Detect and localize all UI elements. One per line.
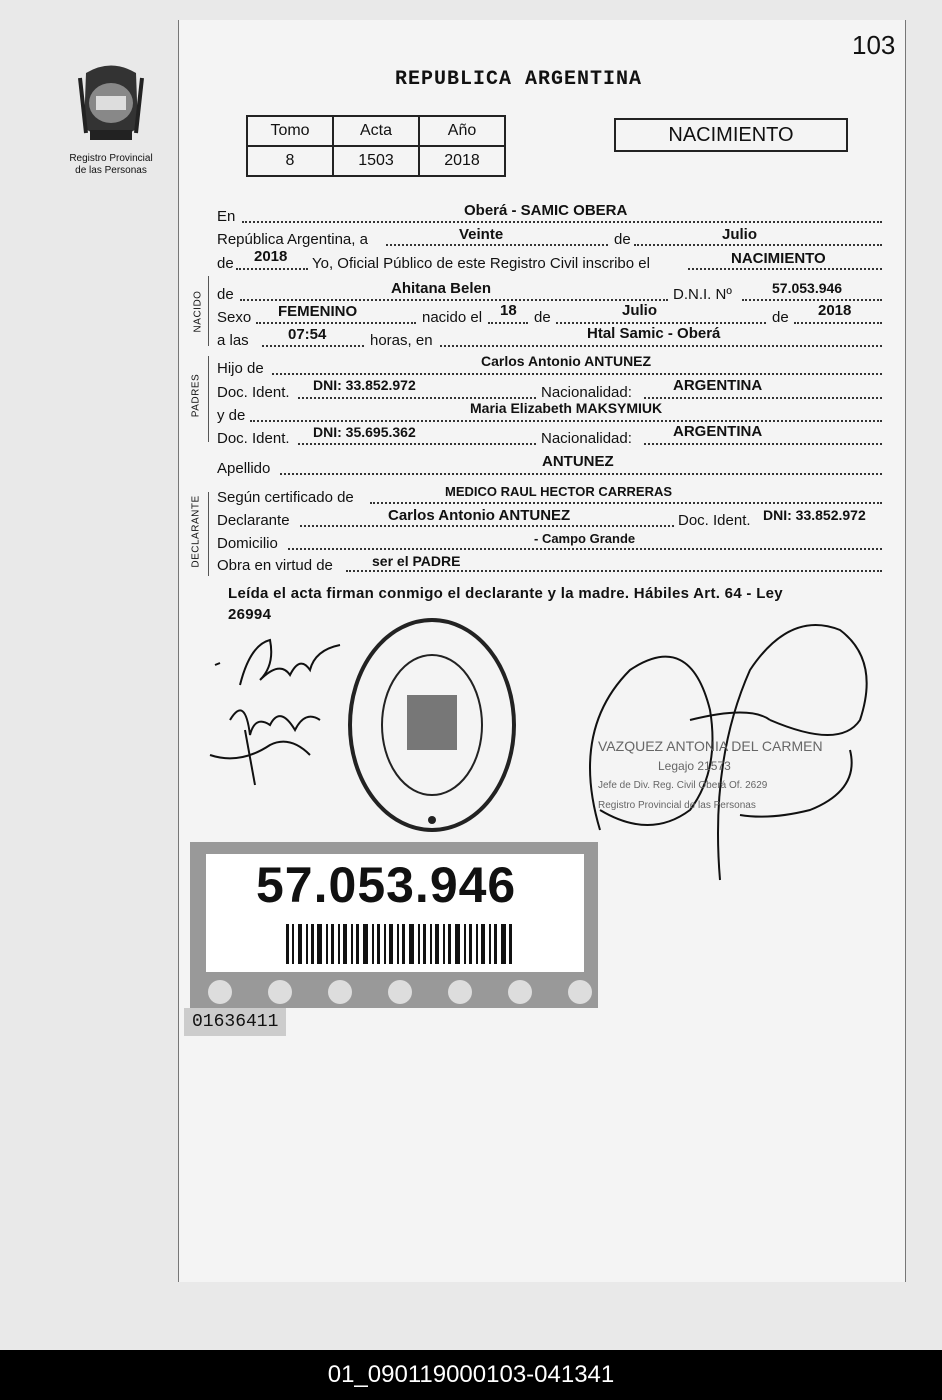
serial-number: 01636411 — [184, 1008, 286, 1036]
dotted-line — [298, 397, 536, 399]
domicilio-value: - Campo Grande — [534, 531, 636, 546]
birth-time: 07:54 — [288, 326, 327, 343]
dotted-line — [346, 570, 882, 572]
logo-caption-2: de las Personas — [75, 165, 147, 176]
inscribo-value: NACIMIENTO — [731, 250, 826, 267]
alas-label: a las — [217, 332, 249, 349]
registry-header-acta: Acta — [333, 116, 419, 146]
dotted-line — [794, 322, 882, 324]
dotted-line — [742, 299, 882, 301]
sexo-label: Sexo — [217, 309, 252, 326]
footer-id-bar — [0, 1350, 942, 1400]
nacionalidad-label: Nacionalidad: — [541, 384, 632, 401]
year-value: 2018 — [254, 248, 288, 265]
padres-section-label: PADRES — [190, 373, 202, 418]
dotted-line — [440, 345, 882, 347]
declarante-doc: DNI: 33.852.972 — [763, 507, 866, 523]
nacido-section-label: NACIDO — [192, 290, 204, 333]
section-bar — [208, 356, 209, 442]
section-bar — [208, 276, 209, 346]
declarante-section-label: DECLARANTE — [190, 495, 202, 568]
dotted-line — [272, 373, 882, 375]
official-stamp-registry: Registro Provincial de las Personas — [598, 800, 756, 811]
dotted-line — [262, 345, 364, 347]
dotted-line — [242, 221, 882, 223]
official-stamp — [598, 736, 823, 816]
nacido-el-label: nacido el — [422, 309, 483, 326]
nacionalidad-label: Nacionalidad: — [541, 430, 632, 447]
birth-day: 18 — [500, 302, 517, 319]
closing-note-line2: 26994 — [228, 606, 272, 623]
dotted-line — [644, 397, 882, 399]
delegation-seal-icon — [345, 615, 520, 835]
certificado-value: MEDICO RAUL HECTOR CARRERAS — [445, 484, 673, 499]
dotted-line — [298, 443, 536, 445]
section-bar — [208, 492, 209, 576]
logo-caption-1: Registro Provincial — [69, 153, 153, 164]
declarante-label: Declarante — [217, 512, 290, 529]
dotted-line — [236, 268, 308, 270]
coat-of-arms-icon — [66, 58, 156, 148]
hijo-de-label: Hijo de — [217, 360, 264, 377]
dotted-line — [256, 322, 416, 324]
registry-table — [246, 115, 506, 177]
en-value: Oberá - SAMIC OBERA — [464, 202, 628, 219]
birth-year: 2018 — [818, 302, 852, 319]
mother-nationality: ARGENTINA — [673, 423, 763, 440]
birth-place: Htal Samic - Oberá — [587, 325, 721, 342]
declarant-signatures-icon — [200, 625, 350, 795]
dotted-line — [280, 473, 882, 475]
dni-sticker — [190, 842, 598, 1008]
security-pattern-icon — [190, 976, 598, 1008]
registry-value-ano: 2018 — [419, 146, 505, 176]
father-nationality: ARGENTINA — [673, 377, 763, 394]
child-name: Ahitana Belen — [391, 280, 492, 297]
month-value: Julio — [722, 226, 758, 243]
father-doc: DNI: 33.852.972 — [313, 377, 416, 393]
day-value: Veinte — [459, 226, 504, 243]
dotted-line — [634, 244, 882, 246]
official-stamp-legajo: Legajo 21573 — [658, 759, 731, 773]
certificado-label: Según certificado de — [217, 489, 354, 506]
domicilio-label: Domicilio — [217, 535, 278, 552]
registry-value-tomo: 8 — [247, 146, 333, 176]
official-stamp-name: VAZQUEZ ANTONIA DEL CARMEN — [598, 738, 823, 754]
closing-note-line1: Leída el acta firman conmigo el declarante y la madre. Hábiles Art. 64 - Ley — [228, 585, 783, 602]
de-label: de — [534, 309, 551, 326]
oficial-text: Yo, Oficial Público de este Registro Civil inscribo el — [312, 255, 650, 272]
dotted-line — [556, 322, 766, 324]
official-stamp-position: Jefe de Div. Reg. Civil Oberá Of. 2629 — [598, 780, 768, 791]
nacido-de-label: de — [217, 286, 234, 303]
doc-ident-label: Doc. Ident. — [217, 430, 290, 447]
mother-name: Maria Elizabeth MAKSYMIUK — [470, 400, 663, 416]
mother-doc: DNI: 35.695.362 — [313, 424, 416, 440]
child-dni: 57.053.946 — [772, 280, 843, 296]
act-type-box: NACIMIENTO — [614, 118, 848, 152]
registry-value-acta: 1503 — [333, 146, 419, 176]
dni-sticker-number: 57.053.946 — [256, 857, 517, 913]
doc-ident-label: Doc. Ident. — [217, 384, 290, 401]
document-title: REPUBLICA ARGENTINA — [395, 68, 643, 91]
declarante-value: Carlos Antonio ANTUNEZ — [388, 507, 571, 524]
sexo-value: FEMENINO — [278, 303, 358, 320]
dotted-line — [288, 548, 882, 550]
dotted-line — [250, 420, 882, 422]
y-de-label: y de — [217, 407, 246, 424]
republica-label: República Argentina, a — [217, 231, 368, 248]
apellido-label: Apellido — [217, 460, 271, 477]
en-label: En — [217, 208, 236, 225]
de-label: de — [614, 231, 631, 248]
registry-header-tomo: Tomo — [247, 116, 333, 146]
dotted-line — [688, 268, 882, 270]
birth-month: Julio — [622, 302, 658, 319]
page-number: 103 — [852, 30, 896, 60]
dotted-line — [488, 322, 528, 324]
dotted-line — [300, 525, 674, 527]
obra-value: ser el PADRE — [372, 553, 461, 569]
footer-id: 01_090119000103-041341 — [327, 1361, 615, 1388]
father-name: Carlos Antonio ANTUNEZ — [481, 353, 652, 369]
de-label: de — [772, 309, 789, 326]
dotted-line — [644, 443, 882, 445]
dotted-line — [386, 244, 608, 246]
registry-header-ano: Año — [419, 116, 505, 146]
obra-label: Obra en virtud de — [217, 557, 333, 574]
dni-label: D.N.I. Nº — [673, 286, 732, 303]
apellido-value: ANTUNEZ — [542, 453, 614, 470]
barcode-icon — [286, 924, 512, 964]
de2-label: de — [217, 255, 234, 272]
doc-ident-label: Doc. Ident. — [678, 512, 751, 529]
dotted-line — [370, 502, 882, 504]
horas-label: horas, en — [370, 332, 433, 349]
dotted-line — [240, 299, 668, 301]
logo-block — [66, 58, 156, 177]
